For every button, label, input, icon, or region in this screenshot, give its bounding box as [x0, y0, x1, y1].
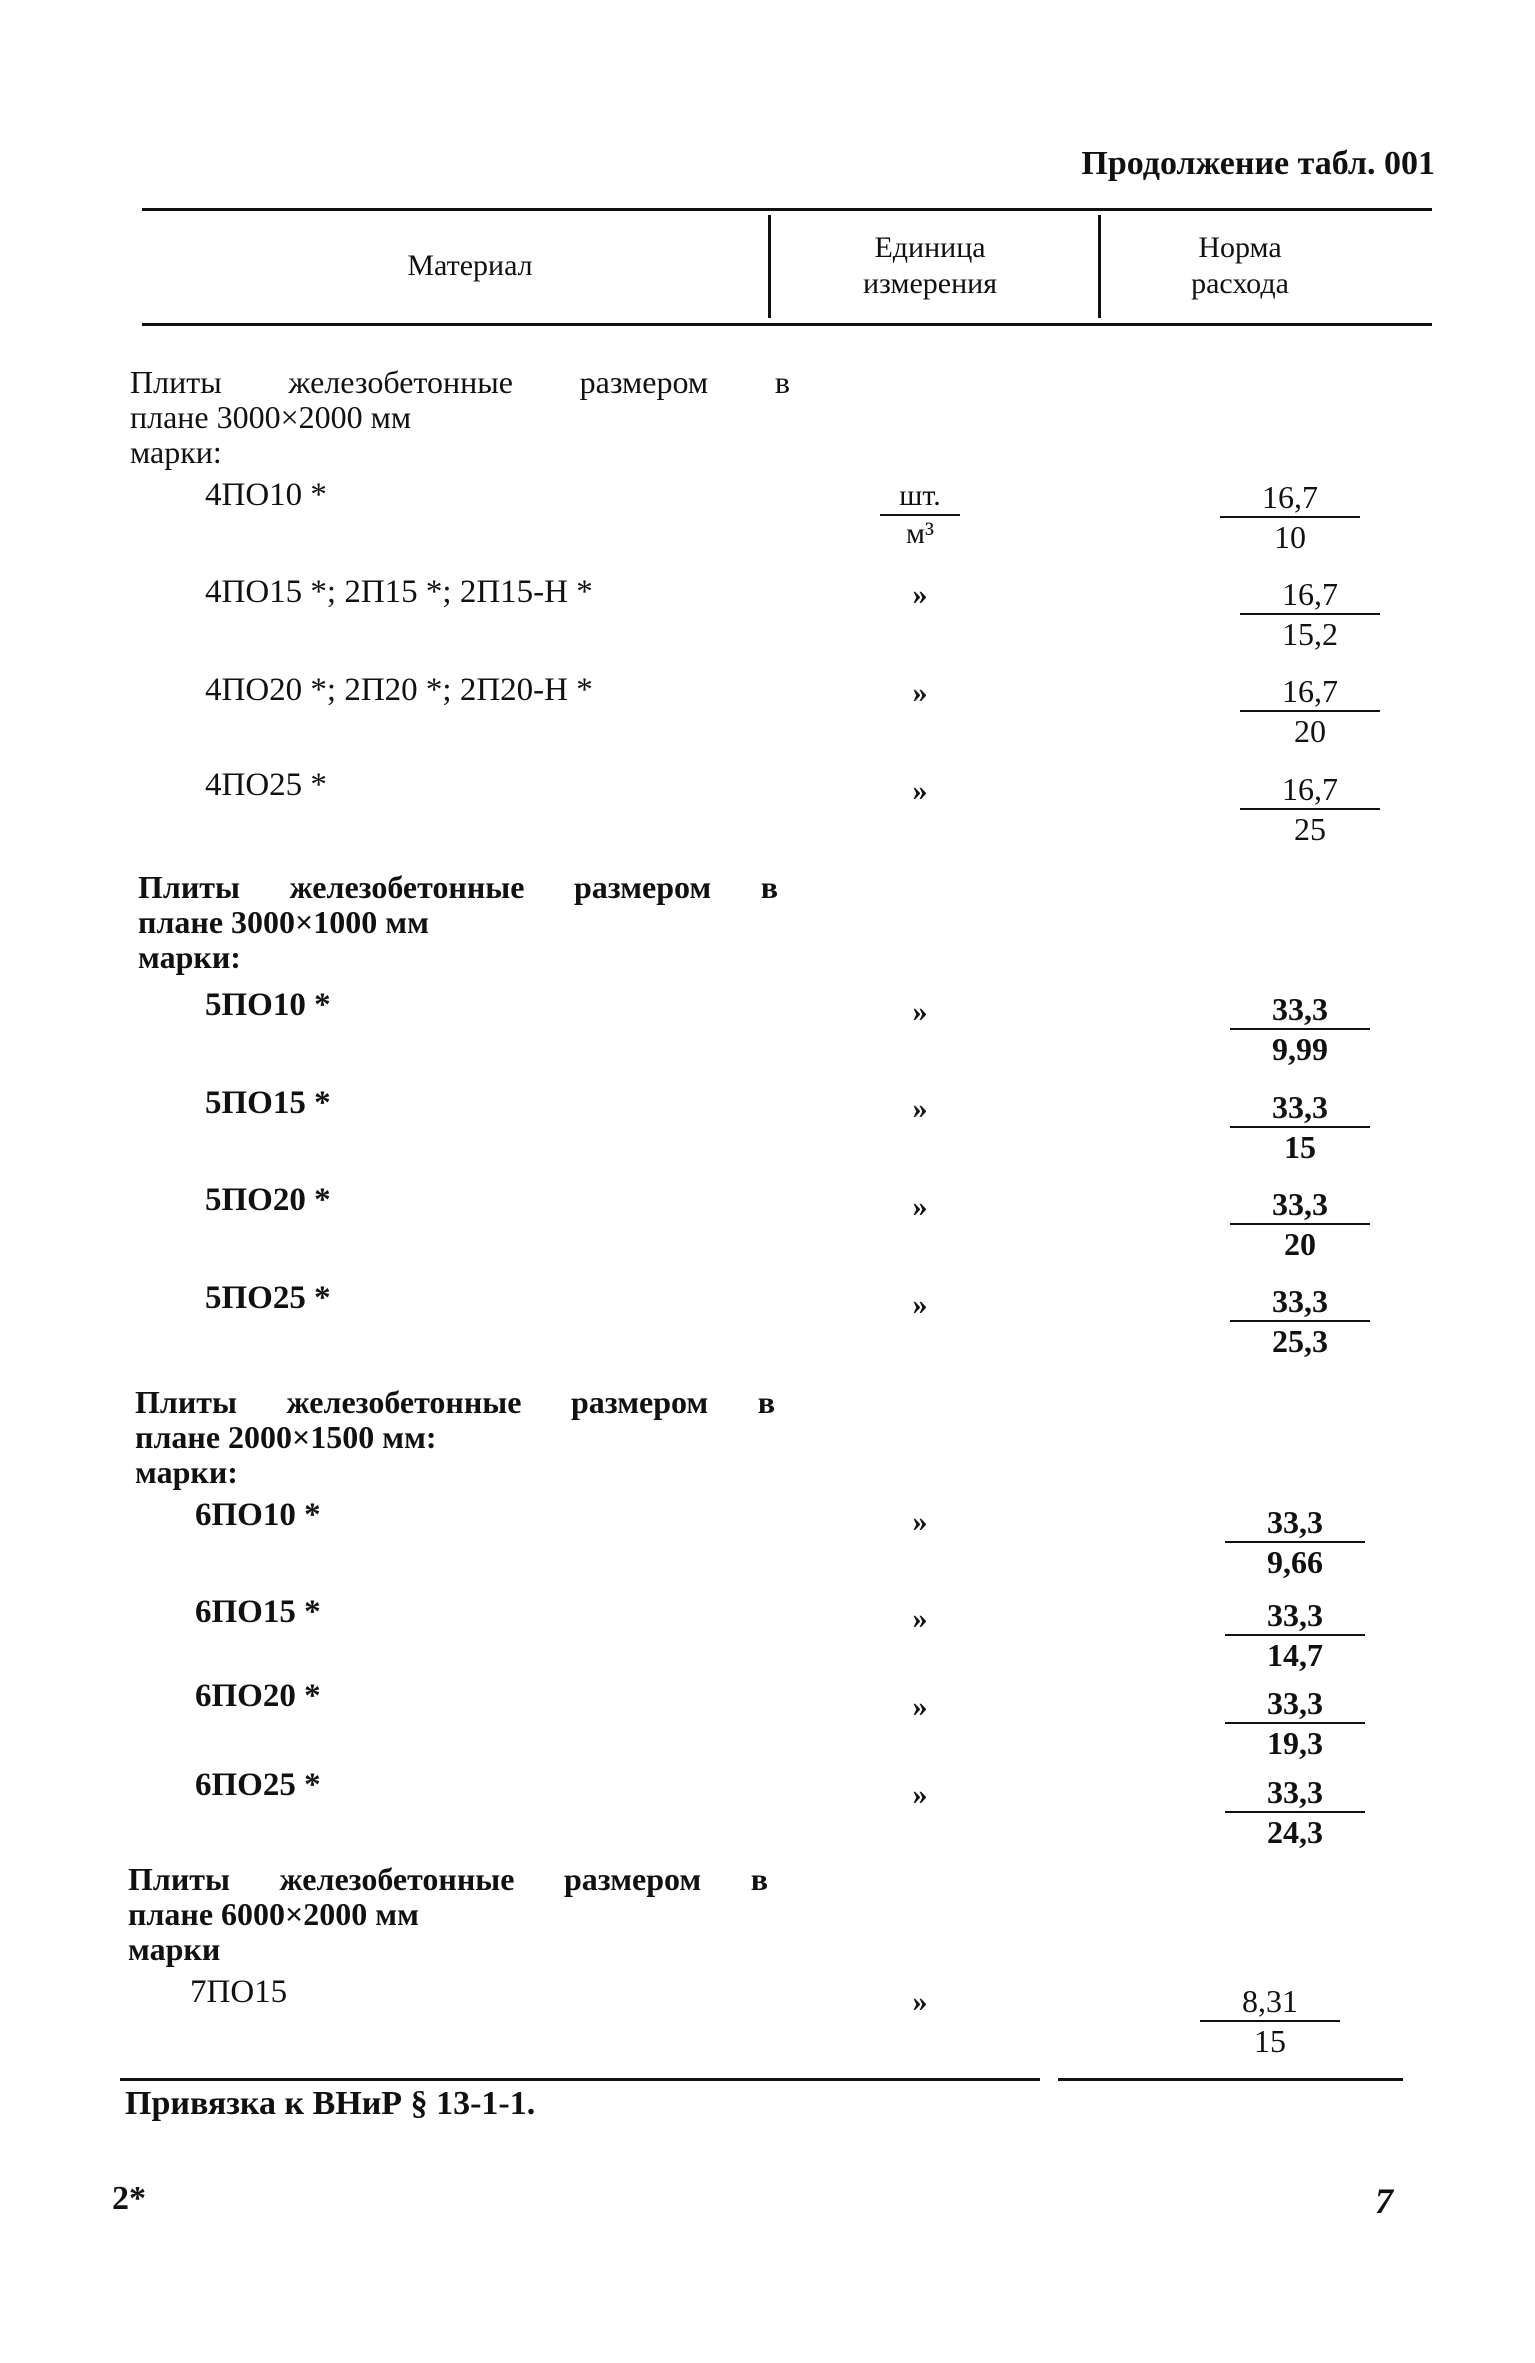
norm-fraction: $\frac{33,3}{20}$ — [1230, 1185, 1370, 1263]
row-mark: 6ПО15 * — [195, 1594, 321, 1630]
ditto-mark: » — [912, 1690, 928, 1723]
ditto-mark: » — [912, 1985, 928, 2018]
row-mark: 6ПО20 * — [195, 1678, 321, 1714]
ditto-mark: » — [912, 578, 928, 611]
unit-numerator: шт. — [880, 478, 960, 516]
ditto-mark: » — [912, 1092, 928, 1125]
ditto-mark: » — [912, 995, 928, 1028]
norm-fraction: $\frac{16,7}{20}$ — [1240, 672, 1380, 750]
group-heading-3000x2000: Плиты железобетонные размером в плане 3000×2000 мм марки: — [130, 364, 790, 470]
norm-fraction: $\frac{33,3}{14,7}$ — [1225, 1596, 1365, 1674]
group-heading-6000x2000: Плиты железобетонные размером в плане 6000×2000 мм марки — [128, 1861, 768, 1967]
norm-fraction: $\frac{16,7}{10}$ — [1220, 478, 1360, 556]
norm-fraction: $\frac{16,7}{15,2}$ — [1240, 575, 1380, 653]
ditto-mark: » — [912, 1778, 928, 1811]
norm-fraction: $\frac{16,7}{25}$ — [1240, 770, 1380, 848]
norm-fraction: $\frac{33,3}{9,66}$ — [1225, 1503, 1365, 1581]
table-top-rule — [142, 208, 1432, 211]
ditto-mark: » — [912, 676, 928, 709]
unit-denominator: м³ — [906, 517, 934, 550]
row-mark: 6ПО10 * — [195, 1497, 321, 1533]
page-number: 7 — [1375, 2181, 1393, 2221]
ditto-mark: » — [912, 774, 928, 807]
table-continuation-title: Продолжение табл. 001 — [1081, 145, 1435, 182]
column-header-norm: Норма расхода — [1191, 231, 1289, 300]
table-bottom-rule-right — [1058, 2078, 1403, 2081]
norm-fraction: $\frac{33,3}{24,3}$ — [1225, 1773, 1365, 1851]
ditto-mark: » — [912, 1288, 928, 1321]
column-divider-2 — [1098, 215, 1101, 318]
table-bottom-rule-left — [120, 2078, 1040, 2081]
row-mark: 4ПО15 *; 2П15 *; 2П15-Н * — [205, 574, 593, 610]
table-header-bottom-rule — [142, 323, 1432, 326]
signature-mark: 2* — [112, 2180, 146, 2217]
reference-note: Привязка к ВНиР § 13-1-1. — [125, 2085, 536, 2122]
ditto-mark: » — [912, 1190, 928, 1223]
column-header-material: Материал — [407, 249, 533, 282]
ditto-mark: » — [912, 1602, 928, 1635]
row-mark: 4ПО20 *; 2П20 *; 2П20-Н * — [205, 672, 593, 708]
column-divider-1 — [768, 215, 771, 318]
row-mark: 5ПО10 * — [205, 987, 331, 1023]
unit-fraction — [880, 478, 960, 552]
norm-fraction: $\frac{33,3}{25,3}$ — [1230, 1282, 1370, 1360]
group-heading-2000x1500: Плиты железобетонные размером в плане 2000×1500 мм: марки: — [135, 1384, 775, 1490]
row-mark: 4ПО10 * — [205, 477, 327, 513]
row-mark: 5ПО25 * — [205, 1280, 331, 1316]
row-mark: 4ПО25 * — [205, 767, 327, 803]
row-mark: 6ПО25 * — [195, 1767, 321, 1803]
norm-fraction: $\frac{33,3}{9,99}$ — [1230, 990, 1370, 1068]
column-header-unit: Единица измерения — [862, 231, 997, 300]
norm-fraction: $\frac{33,3}{19,3}$ — [1225, 1684, 1365, 1762]
norm-fraction: $\frac{8,31}{15}$ — [1200, 1982, 1340, 2060]
row-mark: 7ПО15 — [190, 1974, 288, 2010]
norm-fraction: $\frac{33,3}{15}$ — [1230, 1088, 1370, 1166]
group-heading-3000x1000: Плиты железобетонные размером в плане 3000×1000 мм марки: — [138, 869, 778, 975]
row-mark: 5ПО15 * — [205, 1085, 331, 1121]
ditto-mark: » — [912, 1505, 928, 1538]
row-mark: 5ПО20 * — [205, 1182, 331, 1218]
